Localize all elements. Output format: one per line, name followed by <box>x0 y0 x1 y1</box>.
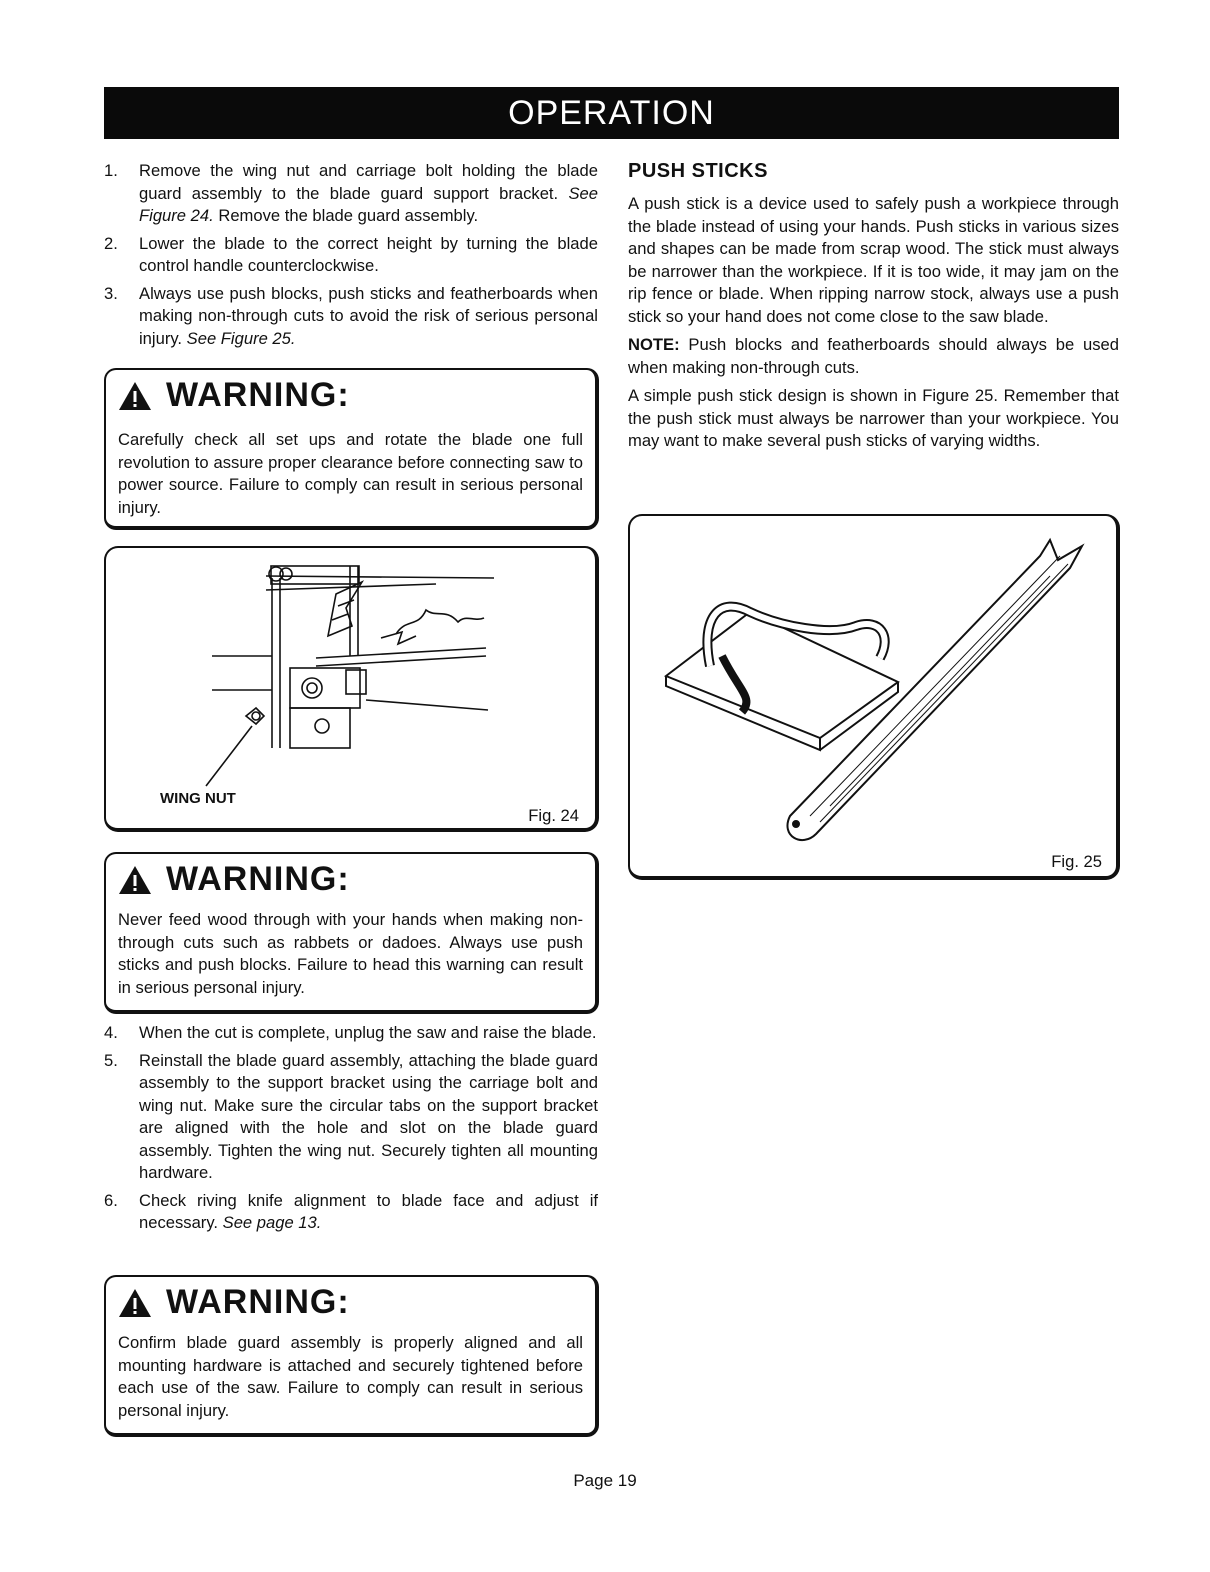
step-text: Lower the blade to the correct height by turning the blade control handle counterclockwise. <box>139 233 598 275</box>
step-text: Remove the wing nut and carriage bolt holding the blade guard assembly to the blade guard support bracket. <box>139 161 598 203</box>
step-item <box>104 1050 598 1185</box>
warning-text: Confirm blade guard assembly is properly aligned and all mounting hardware is attached and securely tightened before each use of the saw. Failure to comply can result in serious personal injury. <box>118 1333 583 1420</box>
figure-24 <box>104 546 599 832</box>
section-title: OPERATION <box>508 94 715 132</box>
warning-box-2 <box>104 852 599 1014</box>
steps-list-a <box>104 160 598 350</box>
step-item <box>104 233 598 278</box>
steps-b-container <box>104 1022 598 1240</box>
step-item <box>104 1022 598 1045</box>
warning-box-3 <box>104 1275 599 1437</box>
push-block-and-stick-illustration <box>630 516 1116 876</box>
figure-25 <box>628 514 1120 880</box>
step-text: Check riving knife alignment to blade face and adjust if necessary. <box>139 1190 598 1232</box>
step-text: When the cut is complete, unplug the saw and raise the blade. <box>139 1023 597 1042</box>
step-number: 2. <box>104 233 118 253</box>
warning-title: WARNING: <box>166 376 350 414</box>
step-text-after: Remove the blade guard assembly. <box>213 206 479 225</box>
steps-list-b <box>104 1022 598 1235</box>
step-number: 4. <box>104 1023 118 1042</box>
warning-text: Never feed wood through with your hands when making non-through cuts such as rabbets or dadoes. Always use push sticks and push blocks. Failure to head this warning can result in serious personal injury. <box>118 910 583 997</box>
note-paragraph <box>628 334 1119 379</box>
push-sticks-paragraph: A push stick is a device used to safely push a workpiece through the blade instead of using your hands. Push sticks in various sizes and shapes can be made from scrap wood. The stick must always be narrower than the workpiece. If it is too wide, it may jam on the rip fence or blade. When ripping narrow stock, always use a push stick so your hand does not come close to the saw blade. <box>628 194 1119 326</box>
step-text: Always use push blocks, push sticks and featherboards when making non-through cuts to avoid the risk of serious personal injury. <box>139 283 598 348</box>
warning-box-1 <box>104 368 599 530</box>
step-number: 6. <box>104 1190 118 1210</box>
page-number: Page 19 <box>573 1471 637 1490</box>
step-number: 1. <box>104 161 118 180</box>
note-label: NOTE: <box>628 335 680 354</box>
step-reference: See Figure 25. <box>186 328 296 348</box>
step-number: 5. <box>104 1050 118 1070</box>
warning-title: WARNING: <box>166 1283 350 1321</box>
left-column <box>104 160 598 355</box>
warning-text: Carefully check all set ups and rotate the blade one full revolution to assure proper clearance before connecting saw to power source. Failure to comply can result in serious personal injury. <box>118 430 583 517</box>
step-text: Reinstall the blade guard assembly, attaching the blade guard assembly to the support bracket using the carriage bolt and wing nut. Make sure the circular tabs on the support bracket are aligned with the hole and slot on the blade guard assembly. Tighten the wing nut. Securely tighten all mounting hardware. <box>139 1050 598 1182</box>
warning-heading <box>118 860 595 899</box>
section-banner <box>104 87 1119 139</box>
step-item <box>104 283 598 351</box>
warning-triangle-icon <box>118 381 152 411</box>
right-column <box>628 160 1119 453</box>
step-item <box>104 160 598 228</box>
step-reference: See page 13. <box>222 1213 322 1232</box>
warning-triangle-icon <box>118 865 152 895</box>
blade-guard-illustration <box>106 548 595 828</box>
wing-nut-callout: WING NUT <box>160 790 236 807</box>
step-reference: See Figure 24. <box>139 183 598 225</box>
push-stick-design-paragraph: A simple push stick design is shown in Figure 25. Remember that the push stick must always be narrower than your workpiece. You may want to make several push sticks of varying widths. <box>628 386 1119 450</box>
note-text: Push blocks and featherboards should always be used when making non-through cuts. <box>628 335 1119 377</box>
warning-heading <box>118 1283 595 1322</box>
step-item <box>104 1190 598 1235</box>
warning-title: WARNING: <box>166 860 350 898</box>
section-heading: PUSH STICKS <box>628 160 768 182</box>
warning-triangle-icon <box>118 1288 152 1318</box>
step-number: 3. <box>104 283 118 303</box>
warning-heading <box>118 376 595 415</box>
figure-label: Fig. 25 <box>1051 852 1102 871</box>
figure-label: Fig. 24 <box>528 806 579 825</box>
